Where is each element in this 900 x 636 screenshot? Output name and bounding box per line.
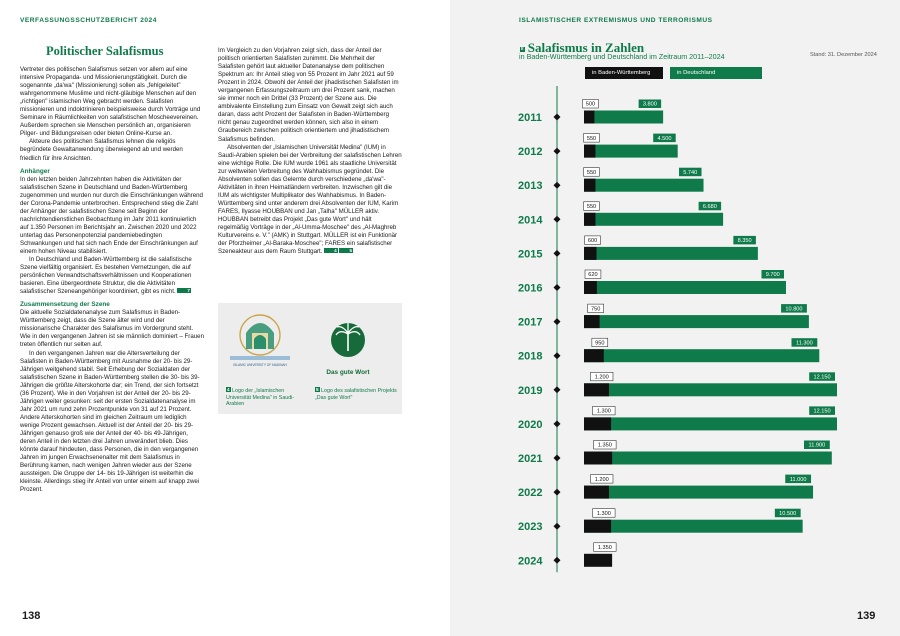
year-label: 2021 [518, 453, 543, 465]
legend-de: in Deutschland [670, 67, 762, 79]
bar-baden-wuerttemberg [584, 315, 600, 328]
bar-deutschland [584, 179, 704, 192]
bar-baden-wuerttemberg [584, 520, 611, 533]
bar-baden-wuerttemberg [584, 213, 595, 226]
value-label-de: 12.150 [813, 374, 831, 381]
caption-text: Logo der „Islamischen Universität Medina" in Saudi-Arabien [226, 388, 295, 408]
page-number-right: 139 [857, 610, 876, 622]
gute-wort-logo-text: Das gute Wort [326, 369, 370, 376]
year-label: 2016 [518, 282, 543, 295]
bar-deutschland [584, 383, 837, 396]
bar-baden-wuerttemberg [584, 452, 612, 465]
value-label-de: 12.150 [813, 408, 831, 415]
paragraph: Vertreter des politischen Salafismus setzen vor allem auf eine intensive Propaganda- und Missionierungstätigkeit. Durch die sogenannte „da'wa" (Missionierung) sollen als „fehlgeleitet" wahrgenommene Muslime und nicht-gläubige Menschen auf den „richtigen" islamischen Weg gebracht werden. Salafisten missionieren und indoktrinieren beispielsweise durch Vorträge und Seminare in Räumlichkeiten von salafistischen Moscheevereinen. Außerdem sprechen sie Menschen persönlich an, organisieren Pilger- und Bildungsreisen oder bieten Online-Kurse an. [20, 66, 201, 138]
footnote-marker: 4 [324, 248, 338, 253]
year-marker [554, 352, 561, 359]
year-marker [554, 557, 561, 564]
year-marker [554, 489, 561, 496]
iu-logo-text: ISLAMIC UNIVERSITY OF MADINAH [233, 363, 287, 367]
year-label: 2024 [518, 555, 543, 568]
year-label: 2023 [518, 521, 543, 534]
bar-deutschland [584, 486, 813, 499]
year-marker [554, 182, 561, 189]
bar-baden-wuerttemberg [584, 554, 612, 567]
bar-baden-wuerttemberg [584, 145, 595, 158]
bar-baden-wuerttemberg [584, 383, 609, 396]
value-label-bw: 1.350 [597, 442, 612, 449]
caption-marker: 5 [316, 387, 319, 392]
year-label: 2020 [518, 418, 543, 431]
year-marker [554, 216, 561, 223]
year-label: 2018 [518, 350, 543, 363]
caption-text: Logo des salafistischen Projekts „Das gute Wort" [315, 388, 397, 401]
year-marker [554, 455, 561, 462]
value-label-de: 11.300 [796, 340, 813, 347]
section-title: Politischer Salafismus [46, 44, 164, 58]
year-marker [554, 148, 561, 155]
footnote-marker: 7 [177, 288, 191, 293]
year-marker [554, 386, 561, 393]
value-label-de: 10.800 [785, 306, 803, 313]
year-label: 2015 [518, 248, 543, 261]
year-marker [554, 250, 561, 257]
value-label-de: 4.500 [657, 135, 672, 142]
paragraph-text: In Deutschland und Baden-Württemberg ist die salafistische Szene vielfältig organisiert. Es bestehen Vernetzungen, die auf persönlichen Verwandtschaftsverhältnissen und Kooperationen basieren. Eine übergeordnete Struktur, die die Aktivitäten salafistischer Szeneangehöriger koordiniert, gibt es nicht. [20, 256, 192, 296]
bar-baden-wuerttemberg [584, 486, 609, 499]
value-label-de: 11.000 [789, 476, 807, 483]
value-label-bw: 600 [587, 238, 598, 245]
year-label: 2012 [518, 146, 543, 159]
bar-deutschland [584, 417, 837, 430]
page-number-left: 138 [22, 610, 41, 622]
value-label-de: 6.680 [702, 204, 717, 210]
value-label-bw: 1.300 [596, 510, 611, 517]
year-label: 2011 [518, 112, 542, 124]
year-label: 2014 [518, 214, 543, 227]
year-marker [554, 318, 561, 325]
paragraph: Im Vergleich zu den Vorjahren zeigt sich, dass der Anteil der politisch orientierten Salafisten zunimmt. Die Mehrheit der Salafisten gehört laut aktueller Datenanalyse dem politischen Spektrum an: Ihr Anteil stieg von 55 Prozent im Jahr 2021 auf 59 Prozent in 2024. Obwohl der Anteil der jihadistischen Salafisten im vergangenen Erfassungszeitraum um drei Prozent sank, machen sie immer noch ein Drittel (33 Prozent) der Szene aus. Die ambivalente Einstellung zum Einsatz von Gewalt zeigt sich auch daran, dass acht Prozent der Salafisten in Baden-Württemberg nicht genau zugeordnet werden können, sich also in einem Graubereich zwischen politisch orientiertem und jihadistischem Salafismus befinden. [218, 47, 399, 143]
bar-deutschland [584, 315, 809, 328]
paragraph: In den letzten beiden Jahrzehnten haben die Aktivitäten der salafistischen Szene in Deutschland und Baden-Württemberg zugenommen und wurden nur durch die Einschränkungen während der Corona-Pandemie unterbrochen. Entsprechend stieg die Zahl der Anhänger der salafistischen Szene seit Beginn der nachrichtendienstlichen Beobachtung im Jahr 2011 kontinuierlich auf 1.350 Personen im Berichtsjahr an. Zwischen 2020 und 2022 unterlag das Personenpotenzial pandemiebedingten Schwankungen und hat sich nach Ende der Einschränkungen auf einem hohen Niveau stabilisiert. [20, 175, 203, 255]
value-label-bw: 620 [588, 272, 598, 279]
caption-marker: 4 [227, 387, 230, 392]
year-label: 2013 [518, 180, 543, 193]
year-label: 2022 [518, 487, 543, 500]
running-head-right: ISLAMISTISCHER EXTREMISMUS UND TERRORISMUS [519, 17, 713, 24]
value-label-bw: 550 [586, 135, 597, 142]
bar-baden-wuerttemberg [584, 281, 597, 294]
chart-stand-date: Stand: 31. Dezember 2024 [810, 52, 877, 58]
value-label-bw: 500 [585, 101, 596, 108]
bar-deutschland [584, 145, 678, 158]
value-label-bw: 1.350 [597, 545, 612, 551]
value-label-bw: 1.200 [594, 374, 609, 381]
bar-baden-wuerttemberg [584, 247, 596, 260]
chart-title-text: Salafismus in Zahlen [527, 40, 645, 55]
value-label-bw: 1.300 [596, 408, 611, 415]
bar-deutschland [584, 349, 819, 362]
paragraph-text: Absolventen der „Islamischen Universität Medina" (IUM) in Saudi-Arabien spielen bei der Verbreitung der salafistischen Lehren eine wichtige Rolle. Die IUM wurde 1961 als staatliche Universität zur weltweiten Verbreitung des Wahhabismus gegründet. Die Absolventen sollen das Gelernte durch verschiedene „da'wa"-Aktivitäten in ihren Heimatländern verbreiten. Inzwischen gilt die IUM als wichtigster Multiplikator des Wahhabismus. In Baden-Württemberg sind unter anderem drei Absolventen der IUM, Karim FARES, Ilyasse HOUBBAN und Jan „Talha" MÜLLER aktiv. HOUBBAN betreibt das Projekt „Das gute Wort" und hält regelmäßig Vorträge in der „Al-Umma-Moschee" des „Al-Maghreb Kulturvereins e. V." (AMK) in Stuttgart. MÜLLER ist ein Funktionär der Pforzheimer „Al-Baraka-Moschee"; FARES ein salafistischer Szeneakteur aus dem Raum Stuttgart. [218, 143, 402, 256]
value-label-bw: 950 [595, 340, 605, 347]
year-marker [554, 114, 561, 121]
bar-deutschland [584, 213, 723, 226]
footnote-marker: 5 [339, 248, 353, 253]
year-marker [554, 420, 561, 427]
year-label: 2017 [518, 316, 543, 329]
bar-deutschland [584, 111, 663, 124]
chart-marker: 8 [521, 47, 524, 52]
year-marker [554, 284, 561, 291]
bar-deutschland [584, 452, 832, 465]
value-label-bw: 550 [586, 169, 597, 176]
paragraph: Akteure des politischen Salafismus lehnen die religiös begründete Gewaltanwendung überwiegend ab und werden friedlich für ihre Ansichten. [20, 138, 183, 162]
value-label-de: 9.700 [765, 272, 780, 279]
running-head-left: VERFASSUNGSSCHUTZBERICHT 2024 [20, 17, 157, 24]
subheading-anhaenger: Anhänger [20, 167, 50, 175]
value-label-bw: 1.200 [594, 476, 609, 483]
value-label-de: 5.740 [683, 169, 698, 176]
paragraph: In den vergangenen Jahren war die Altersverteilung der Salafisten in Baden-Württemberg mit Ausnahme der 20- bis 29-Jährigen weitgehend stabil. Seit Erhebung der Sozialdaten der salafistischen Szene in Baden-Württemberg stellen die 30- bis 39-Jährigen die größte Alterskohorte dar; ein Trend, der sich fortsetzt (36 Prozent). Wie in den Vorjahren ist der Anteil der 20- bis 29-Jährigen weiter gesunken: seit der ersten Sozialdatenanalyse im Jahr 2021 um rund zehn Prozentpunkte von 31 auf 21 Prozent. Andere Alterskohorten sind im gleichen Zeitraum um lediglich wenige Prozent gewachsen. Aktuell ist der Anteil der 20- bis 29-Jährigen genauso groß wie der Anteil der 40- bis 49-Jährigen, deren Anteil in den letzten drei Jahren unverändert blieb. Dies könnte darauf hindeuten, dass Personen, die in den vergangenen Jahren im jungen Erwachsenenalter mit dem Salafismus in Berührung kamen, nach wenigen Jahren wieder aus der Szene aussteigen. Die Gruppe der 14- bis 19-Jährigen ist weiterhin die kleinste. Allerdings stieg ihr Anteil von unter einem auf knapp zwei Prozent. [20, 349, 200, 494]
year-label: 2019 [518, 384, 543, 397]
bar-deutschland [584, 281, 786, 294]
bar-deutschland [584, 520, 803, 533]
chart-subtitle: in Baden-Württemberg und Deutschland im Zeitraum 2011–2024 [519, 52, 725, 61]
bar-deutschland [584, 247, 758, 260]
bar-baden-wuerttemberg [584, 417, 611, 430]
legend-bw: in Baden-Württemberg [585, 67, 663, 79]
paragraph: Die aktuelle Sozialdatenanalyse zum Salafismus in Baden-Württemberg zeigt, dass die Szene älter wird und der missionarische Charakter des Salafismus im Vordergrund steht. Wie in den vergangenen Jahren ist sie männlich dominiert – Frauen treten öffentlich nur selten auf. [20, 309, 204, 349]
value-label-de: 8.350 [737, 238, 752, 245]
value-label-bw: 550 [586, 204, 597, 210]
year-marker [554, 523, 561, 530]
value-label-de: 3.800 [642, 101, 657, 108]
subheading-zusammensetzung: Zusammensetzung der Szene [20, 301, 110, 309]
value-label-de: 10.500 [779, 510, 797, 517]
value-label-bw: 750 [590, 306, 601, 313]
bar-baden-wuerttemberg [584, 349, 604, 362]
value-label-de: 11.900 [808, 442, 826, 449]
bar-baden-wuerttemberg [584, 179, 595, 192]
bar-baden-wuerttemberg [584, 111, 594, 124]
